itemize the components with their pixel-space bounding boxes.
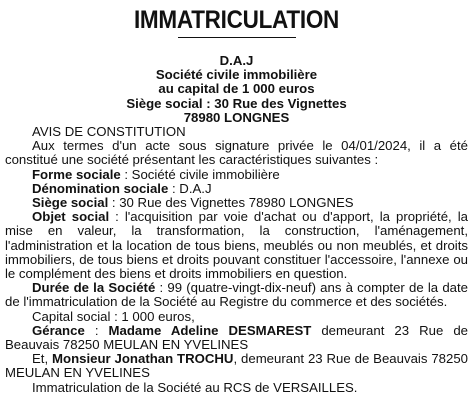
gerant-address-2: , demeurant 23 Rue de Beauvais 78250 MEULAN EN YVELINES bbox=[5, 351, 468, 381]
denomination-value: : D.A.J bbox=[168, 180, 212, 196]
et-prefix: Et, bbox=[32, 351, 53, 367]
siege-value: : 30 Rue des Vignettes 78980 LONGNES bbox=[108, 195, 354, 211]
gerance-paragraph-2 bbox=[5, 352, 468, 380]
duree-paragraph bbox=[5, 281, 468, 309]
duree-value: : 99 (quatre-vingt-dix-neuf) ans à compter de la date de l'immatriculation de la Société au Registre du commerce et des sociétés. bbox=[5, 280, 469, 310]
company-header bbox=[5, 54, 468, 125]
gerant-name-2: Monsieur Jonathan TROCHU bbox=[52, 351, 234, 367]
siege-line bbox=[5, 196, 468, 210]
denomination-label: Dénomination sociale bbox=[32, 180, 169, 196]
gerant-name-1: Madame Adeline DESMAREST bbox=[108, 322, 312, 338]
forme-sociale-line bbox=[5, 168, 468, 182]
intro-paragraph: Aux termes d'un acte sous signature privée le 04/01/2024, il a été constitué une société présentant les caractéristiques suivantes : bbox=[5, 138, 468, 168]
gerance-label: Gérance bbox=[32, 322, 85, 338]
avis-heading: AVIS DE CONSTITUTION bbox=[32, 124, 186, 140]
forme-sociale-value: : Société civile immobilière bbox=[120, 166, 280, 182]
company-capital: au capital de 1 000 euros bbox=[158, 81, 315, 97]
objet-label: Objet social bbox=[32, 209, 110, 225]
notice-body bbox=[5, 125, 468, 395]
notice-title: IMMATRICULATION bbox=[133, 6, 340, 34]
notice-page bbox=[5, 0, 468, 395]
objet-value: : l'acquisition par voie d'achat ou d'apport, la propriété, la mise en valeur, la transformation, la construction, l'aménagement, l'administration et la location de tous biens, meublés ou non meublés, et droits immobiliers, de tous biens et droits pouvant constituer l'accessoire, l'annexe ou le complément des biens et droits immobiliers en question. bbox=[5, 209, 468, 282]
rcs-line: Immatriculation de la Société au RCS de VERSAILLES. bbox=[32, 379, 358, 395]
gerance-separator: : bbox=[84, 322, 109, 338]
company-name: D.A.J bbox=[219, 53, 254, 68]
objet-paragraph bbox=[5, 210, 468, 281]
company-type: Société civile immobilière bbox=[155, 67, 318, 83]
gerant-address-1: demeurant 23 Rue de Beauvais 78250 MEULAN EN YVELINES bbox=[5, 322, 468, 353]
duree-label: Durée de la Société bbox=[32, 280, 156, 296]
siege-label: Siège social bbox=[32, 195, 109, 211]
gerance-paragraph-1 bbox=[5, 324, 468, 352]
company-postcode: 78980 LONGNES bbox=[183, 109, 290, 125]
capital-line: Capital social : 1 000 euros, bbox=[32, 308, 195, 324]
title-underline bbox=[178, 37, 296, 38]
forme-sociale-label: Forme sociale bbox=[32, 166, 121, 182]
denomination-line bbox=[5, 182, 468, 196]
company-seat: Siège social : 30 Rue des Vignettes bbox=[126, 95, 347, 111]
